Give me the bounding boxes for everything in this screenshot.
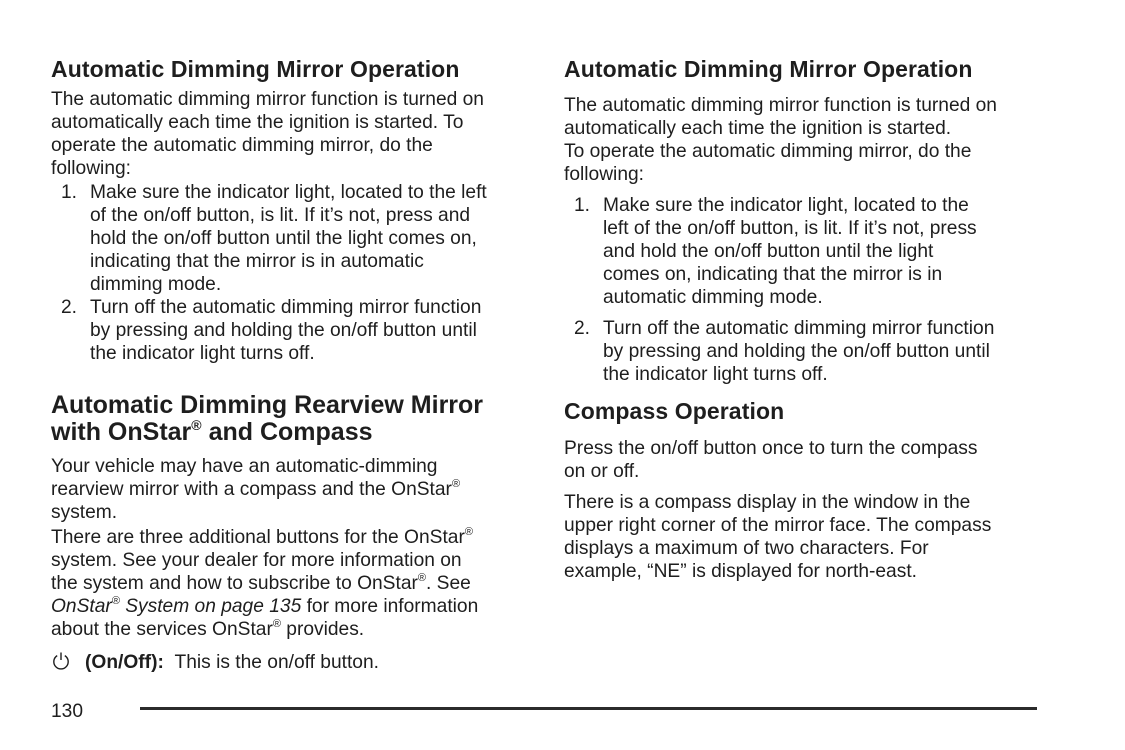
text-line: operate the automatic dimming mirror, do the xyxy=(51,135,433,156)
list-item xyxy=(51,181,487,296)
button-description xyxy=(51,651,379,677)
step-number: 1. xyxy=(574,195,591,216)
text-line: comes on, indicating that the mirror is in xyxy=(603,264,943,285)
text-line: hold the on/off button until the light comes on, xyxy=(90,228,477,249)
text-line: and hold the on/off button until the light xyxy=(603,241,934,262)
text-line: The automatic dimming mirror function is turned on xyxy=(51,89,484,110)
text-line: the indicator light turns off. xyxy=(603,364,828,385)
steps-list xyxy=(51,181,487,365)
steps-list xyxy=(564,194,994,386)
paragraph xyxy=(51,526,478,641)
text-line: Turn off the automatic dimming mirror function xyxy=(90,297,482,318)
text-line: following: xyxy=(51,158,131,179)
text-line xyxy=(51,478,460,501)
step-number: 2. xyxy=(61,297,78,318)
step-number: 1. xyxy=(61,182,78,203)
link-text[interactable]: System on page 135 xyxy=(119,596,302,617)
section-heading-compass: Compass Operation xyxy=(564,398,785,424)
step-number: 2. xyxy=(574,318,591,339)
heading-text: with OnStar xyxy=(51,418,192,446)
text-line: Turn off the automatic dimming mirror function xyxy=(603,318,995,339)
registered-mark: ® xyxy=(111,595,120,607)
heading-line: Automatic Dimming Rearview Mirror xyxy=(51,391,484,419)
registered-mark: ® xyxy=(272,618,281,630)
text-line: Press the on/off button once to turn the compass xyxy=(564,438,978,459)
cross-reference-link[interactable] xyxy=(51,596,301,617)
paragraph xyxy=(564,491,991,583)
intro-paragraph xyxy=(564,94,997,186)
text: . See xyxy=(426,573,471,594)
text-line: automatic dimming mode. xyxy=(603,287,823,308)
power-icon xyxy=(51,651,71,677)
text-line xyxy=(51,526,478,549)
text-line: by pressing and holding the on/off button until xyxy=(603,341,990,362)
text-line: dimming mode. xyxy=(90,274,222,295)
text-line: displays a maximum of two characters. For xyxy=(564,538,929,559)
text-line: The automatic dimming mirror function is turned on xyxy=(564,95,997,116)
section-heading-rearview xyxy=(51,392,483,446)
text-line: example, “NE” is displayed for north-east. xyxy=(564,561,917,582)
text: provides. xyxy=(280,619,365,640)
text: for more information xyxy=(301,596,479,617)
text-line: of the on/off button, is lit. If it’s not, press and xyxy=(90,205,471,226)
text-line: automatically each time the ignition is started. xyxy=(564,118,952,139)
text-line: indicating that the mirror is in automatic xyxy=(90,251,424,272)
footer-rule-divider xyxy=(140,707,1037,710)
heading-text: and Compass xyxy=(201,418,373,446)
section-heading: Automatic Dimming Mirror Operation xyxy=(51,56,460,82)
paragraph xyxy=(51,455,460,524)
text-line: upper right corner of the mirror face. The compass xyxy=(564,515,992,536)
text-line: To operate the automatic dimming mirror, do the xyxy=(564,141,972,162)
text-line: system. See your dealer for more information on xyxy=(51,550,462,571)
registered-mark: ® xyxy=(464,526,473,538)
list-item xyxy=(564,317,994,386)
registered-mark: ® xyxy=(451,478,461,490)
text: rearview mirror with a compass and the OnStar xyxy=(51,479,452,500)
link-text[interactable]: OnStar xyxy=(51,596,112,617)
text-line: There is a compass display in the window in the xyxy=(564,492,971,513)
text: about the services OnStar xyxy=(51,619,273,640)
text-line: left of the on/off button, is lit. If it’s not, press xyxy=(603,218,977,239)
text-line: automatically each time the ignition is started. To xyxy=(51,112,464,133)
text-line: Make sure the indicator light, located to the left xyxy=(90,182,487,203)
text: the system and how to subscribe to OnStar xyxy=(51,573,418,594)
text-line xyxy=(51,618,478,641)
paragraph xyxy=(564,437,978,483)
section-heading: Automatic Dimming Mirror Operation xyxy=(564,56,973,82)
intro-paragraph xyxy=(51,88,484,180)
text-line xyxy=(51,572,478,595)
text-line xyxy=(51,595,478,618)
list-item xyxy=(51,296,487,365)
heading-line xyxy=(51,419,483,446)
text-line: on or off. xyxy=(564,461,640,482)
button-text: This is the on/off button. xyxy=(174,652,379,673)
text-line: the indicator light turns off. xyxy=(90,343,315,364)
text-line: by pressing and holding the on/off button until xyxy=(90,320,477,341)
registered-mark: ® xyxy=(417,572,426,584)
list-item xyxy=(564,194,994,309)
text-line: system. xyxy=(51,502,118,523)
registered-mark: ® xyxy=(191,417,202,433)
text: There are three additional buttons for the OnStar xyxy=(51,527,465,548)
text-line: Make sure the indicator light, located to the xyxy=(603,195,969,216)
text-line: following: xyxy=(564,164,644,185)
button-label: (On/Off): xyxy=(85,652,164,673)
page-number: 130 xyxy=(51,701,84,722)
text-line: Your vehicle may have an automatic-dimming xyxy=(51,456,438,477)
